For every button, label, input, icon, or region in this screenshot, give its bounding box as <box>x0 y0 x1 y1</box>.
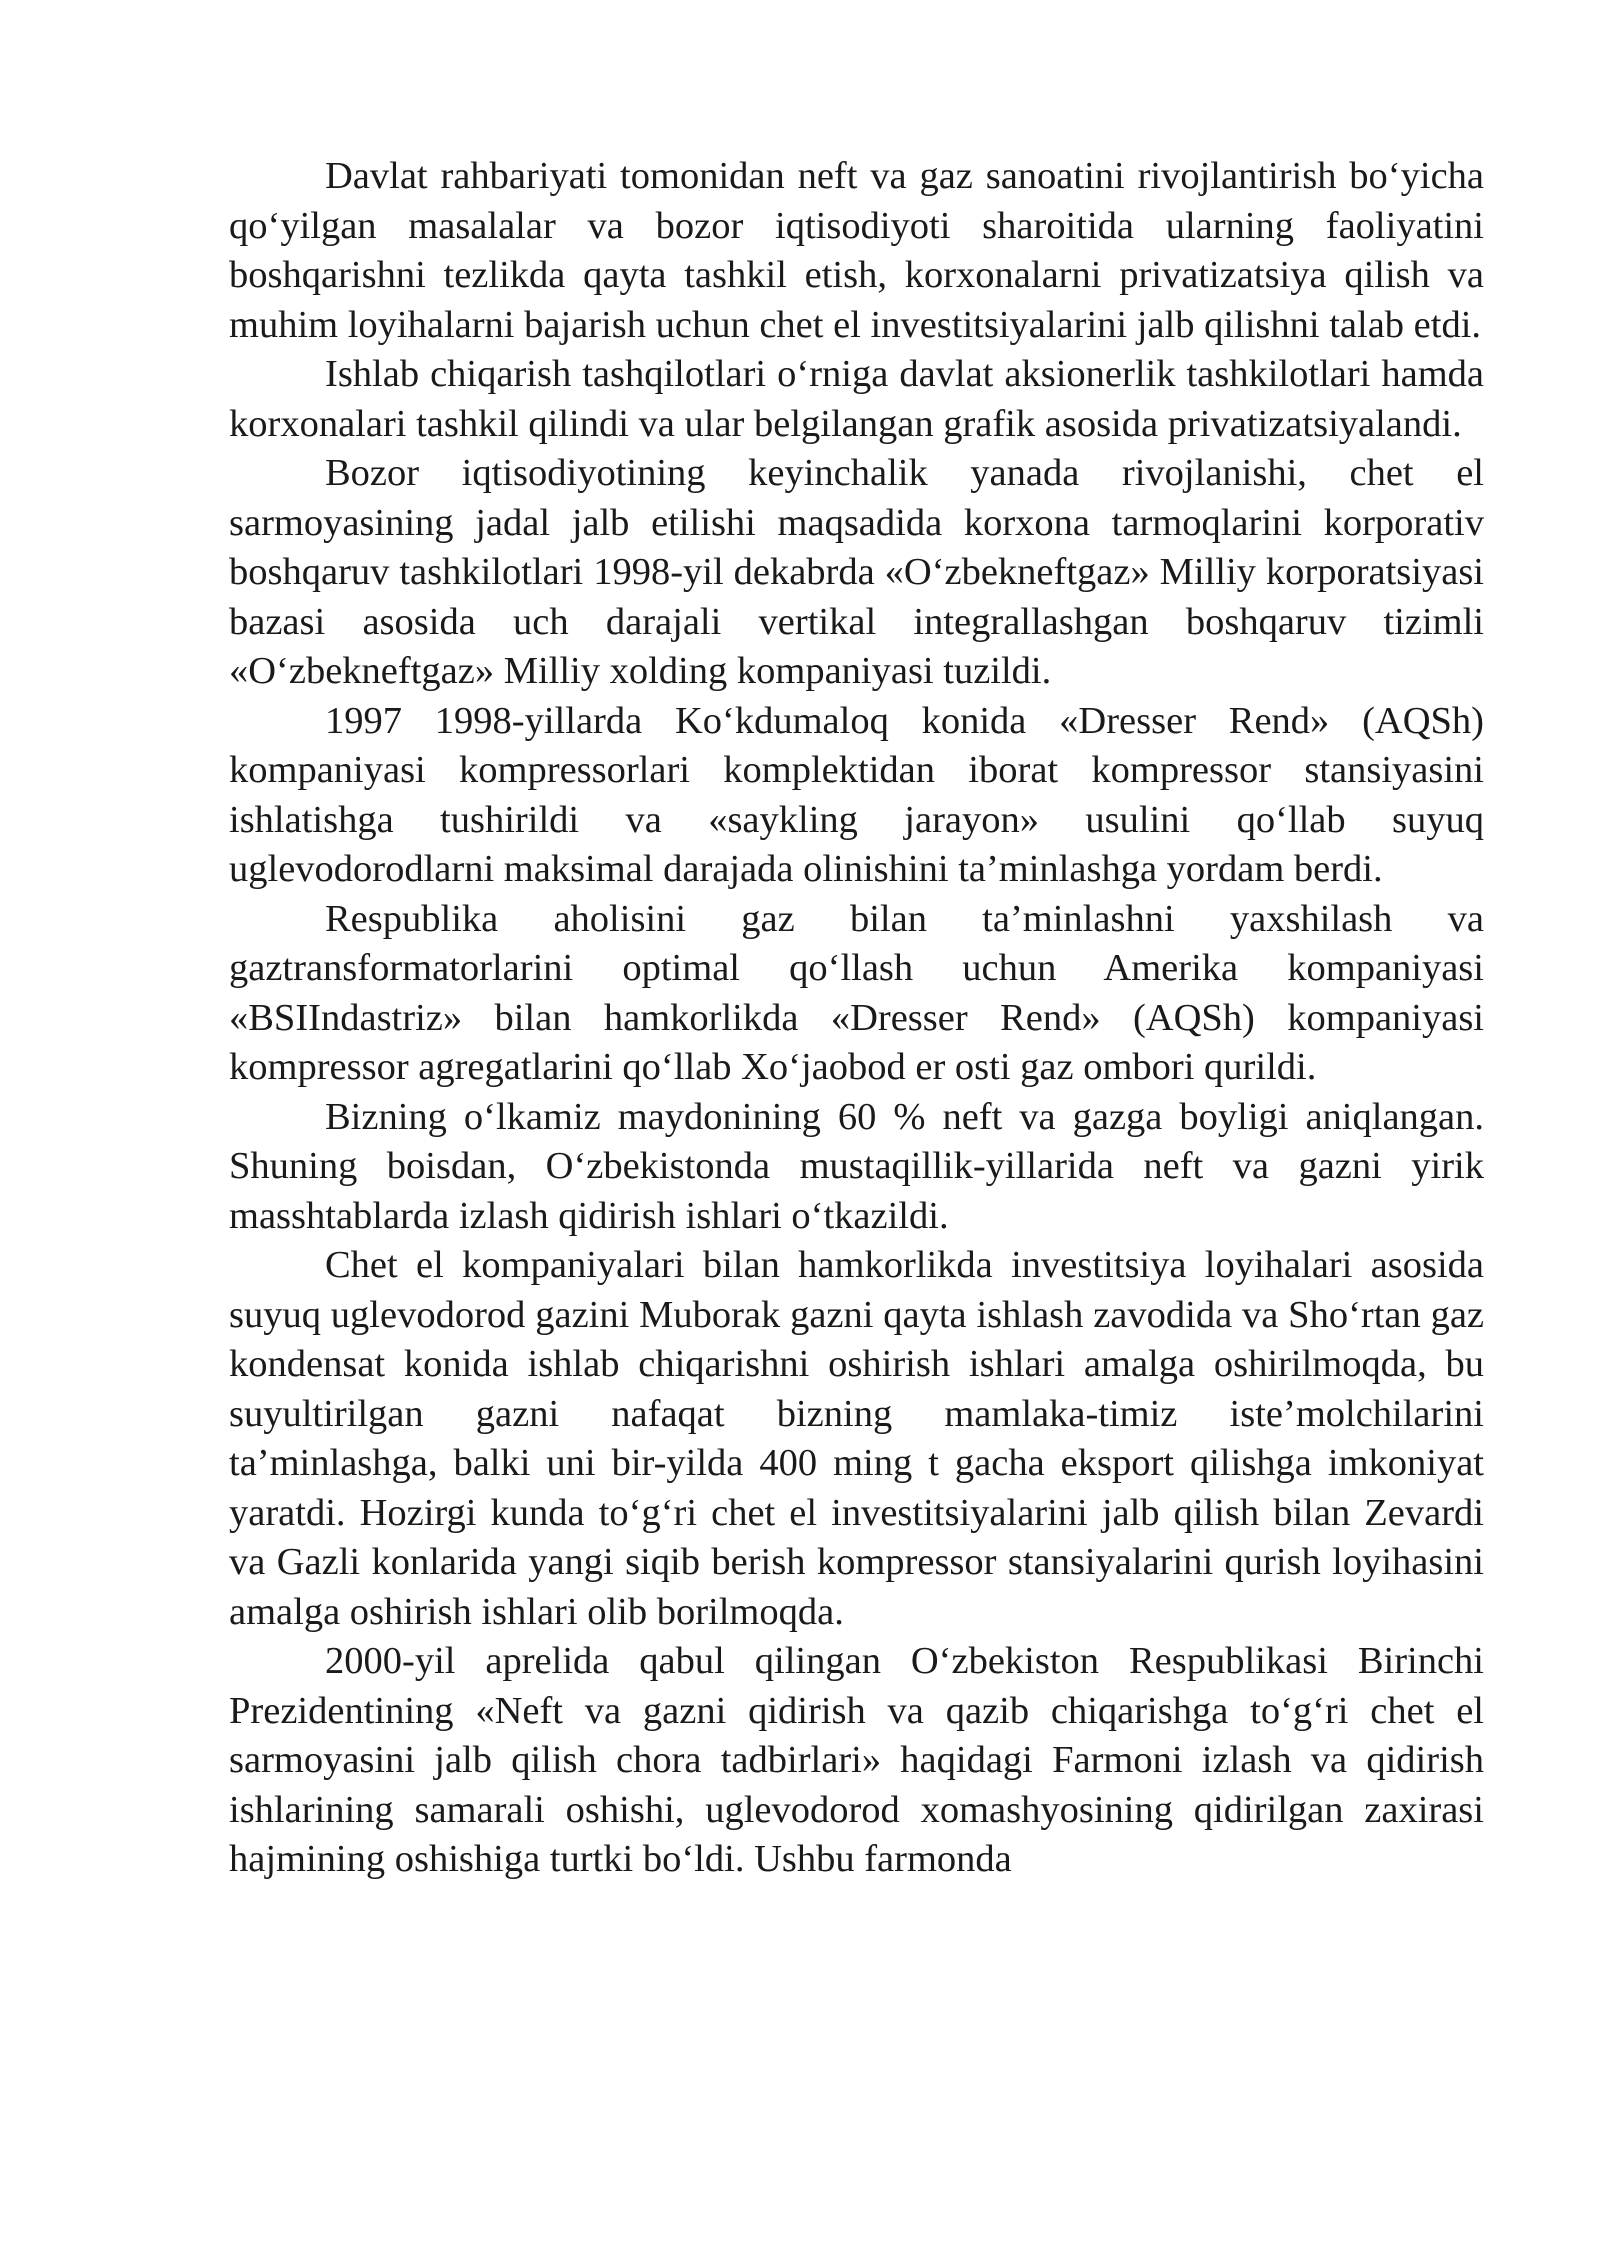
document-body <box>229 152 1484 1885</box>
paragraph-1: Davlat rahbariyati tomonidan neft va gaz sanoatini rivojlantirish bo‘yicha qo‘yilgan masalalar va bozor iqtisodiyoti sharoitida ularning faoliyatini boshqarishni tezlikda qayta tashkil etish, korxonalarni privatizatsiya qilish va muhim loyihalarni bajarish uchun chet el investitsiyalarini jalb qilishni talab etdi. <box>229 155 1484 346</box>
paragraph-2: Ishlab chiqarish tashqilotlari o‘rniga davlat aksionerlik tashkilotlari hamda korxonalari tashkil qilindi va ular belgilangan grafik asosida privatizatsiyalandi. <box>229 353 1484 445</box>
paragraph-3: Bozor iqtisodiyotining keyinchalik yanada rivojlanishi, chet el sarmoyasining jadal jalb etilishi maqsadida korxona tarmoqlarini korporativ boshqaruv tashkilotlari 1998-yil dekabrda «O‘zbekneftgaz» Milliy korporatsiyasi bazasi asosida uch darajali vertikal integrallashgan boshqaruv tizimli «O‘zbekneftgaz» Milliy xolding kompaniyasi tuzildi. <box>229 452 1484 692</box>
paragraph-7: Chet el kompaniyalari bilan hamkorlikda investitsiya loyihalari asosida suyuq uglevodorod gazini Muborak gazni qayta ishlash zavodida va Sho‘rtan gaz kondensat konida ishlab chiqarishni oshirish ishlari amalga oshirilmoqda, bu suyultirilgan gazni nafaqat bizning mamlaka-timiz iste’molchilarini ta’minlashga, balki uni bir-yilda 400 ming t gacha eksport qilishga imkoniyat yaratdi. Hozirgi kunda to‘g‘ri chet el investitsiyalarini jalb qilish bilan Zevardi va Gazli konlarida yangi siqib berish kompressor stansiyalarini qurish loyihasini amalga oshirish ishlari olib borilmoqda. <box>229 1244 1484 1633</box>
paragraph-5: Respublika aholisini gaz bilan ta’minlashni yaxshilash va gaztransformatorlarini optimal qo‘llash uchun Amerika kompaniyasi «BSIIndastriz» bilan hamkorlikda «Dresser Rend» (AQSh) kompaniyasi kompressor agregatlarini qo‘llab Xo‘jaobod er osti gaz ombori qurildi. <box>229 897 1484 1088</box>
paragraph-8: 2000-yil aprelida qabul qilingan O‘zbekiston Respublikasi Birinchi Prezidentining «Neft va gazni qidirish va qazib chiqarishga to‘g‘ri chet el sarmoyasini jalb qilish chora tadbirlari» haqidagi Farmoni izlash va qidirish ishlarining samarali oshishi, uglevodorod xomashyosining qidirilgan zaxirasi hajmining oshishiga turtki bo‘ldi. Ushbu farmonda <box>229 1640 1484 1880</box>
paragraph-6: Bizning o‘lkamiz maydonining 60 % neft va gazga boyligi aniqlangan. Shuning boisdan, O‘zbekistonda mustaqillik-yillarida neft va gazni yirik masshtablarda izlash qidirish ishlari o‘tkazildi. <box>229 1095 1484 1237</box>
paragraph-4: 1997 1998-yillarda Ko‘kdumaloq konida «Dresser Rend» (AQSh) kompaniyasi kompressorlari komplektidan iborat kompressor stansiyasini ishlatishga tushirildi va «saykling jarayon» usulini qo‘llab suyuq uglevodorodlarni maksimal darajada olinishini ta’minlashga yordam berdi. <box>229 699 1484 890</box>
